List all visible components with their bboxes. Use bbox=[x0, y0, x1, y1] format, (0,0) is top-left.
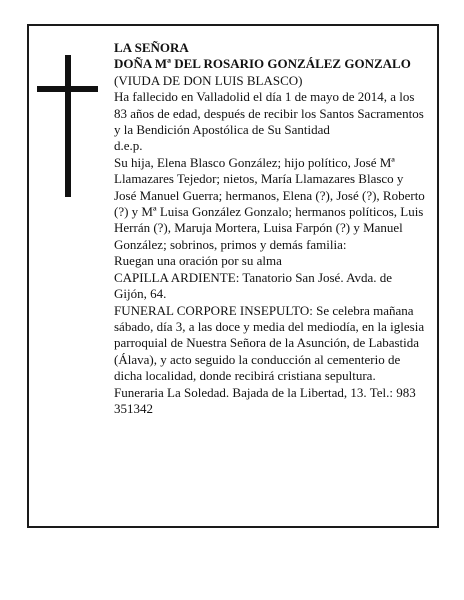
widow-of: (VIUDA DE DON LUIS BLASCO) bbox=[114, 72, 303, 88]
deceased-name: DOÑA Mª DEL ROSARIO GONZÁLEZ GONZALO bbox=[114, 56, 411, 72]
notice-title-line1: LA SEÑORA bbox=[114, 40, 189, 55]
funeral-home-info: Funeraria La Soledad. Bajada de la Libertad, 13. Tel.: 983 351342 bbox=[114, 384, 416, 416]
rip-abbreviation: d.e.p. bbox=[114, 138, 143, 154]
prayer-request: Ruegan una oración por su alma bbox=[114, 253, 282, 269]
chapel-info: CAPILLA ARDIENTE: Tanatorio San José. Avda. de Gijón, 64. bbox=[114, 269, 393, 302]
death-paragraph: Ha fallecido en Valladolid el día 1 de mayo de 2014, a los 83 años de edad, después de recibir los Santos Sacramentos y la Bendición Apostólica de Su Santidad bbox=[114, 89, 424, 138]
cross-horizontal-bar bbox=[37, 86, 98, 92]
cross-vertical-bar bbox=[65, 55, 71, 197]
funeral-info: FUNERAL CORPORE INSEPULTO: Se celebra mañana sábado, día 3, a las doce y media del mediodía, en la iglesia parroquial de Nuestra Señora de la Asunción, de Labastida (Álava), y acto seguido la conducción al cementerio de dicha localidad, donde recibirá cristiana sepultura. bbox=[114, 302, 425, 384]
family-paragraph: Su hija, Elena Blasco González; hijo político, José Mª Llamazares Tejedor; nietos, María Llamazares Blasco y José Manuel Guerra; hermanos, Elena (?), José (?), Roberto (?) y Mª Luisa González Gonzalo; hermanos políticos, Luis Herrán (?), Maruja Mortera, Luisa Farpón (?) y Manuel González; sobrinos, primos y demás familia: bbox=[114, 154, 425, 252]
notice-text bbox=[114, 40, 426, 417]
